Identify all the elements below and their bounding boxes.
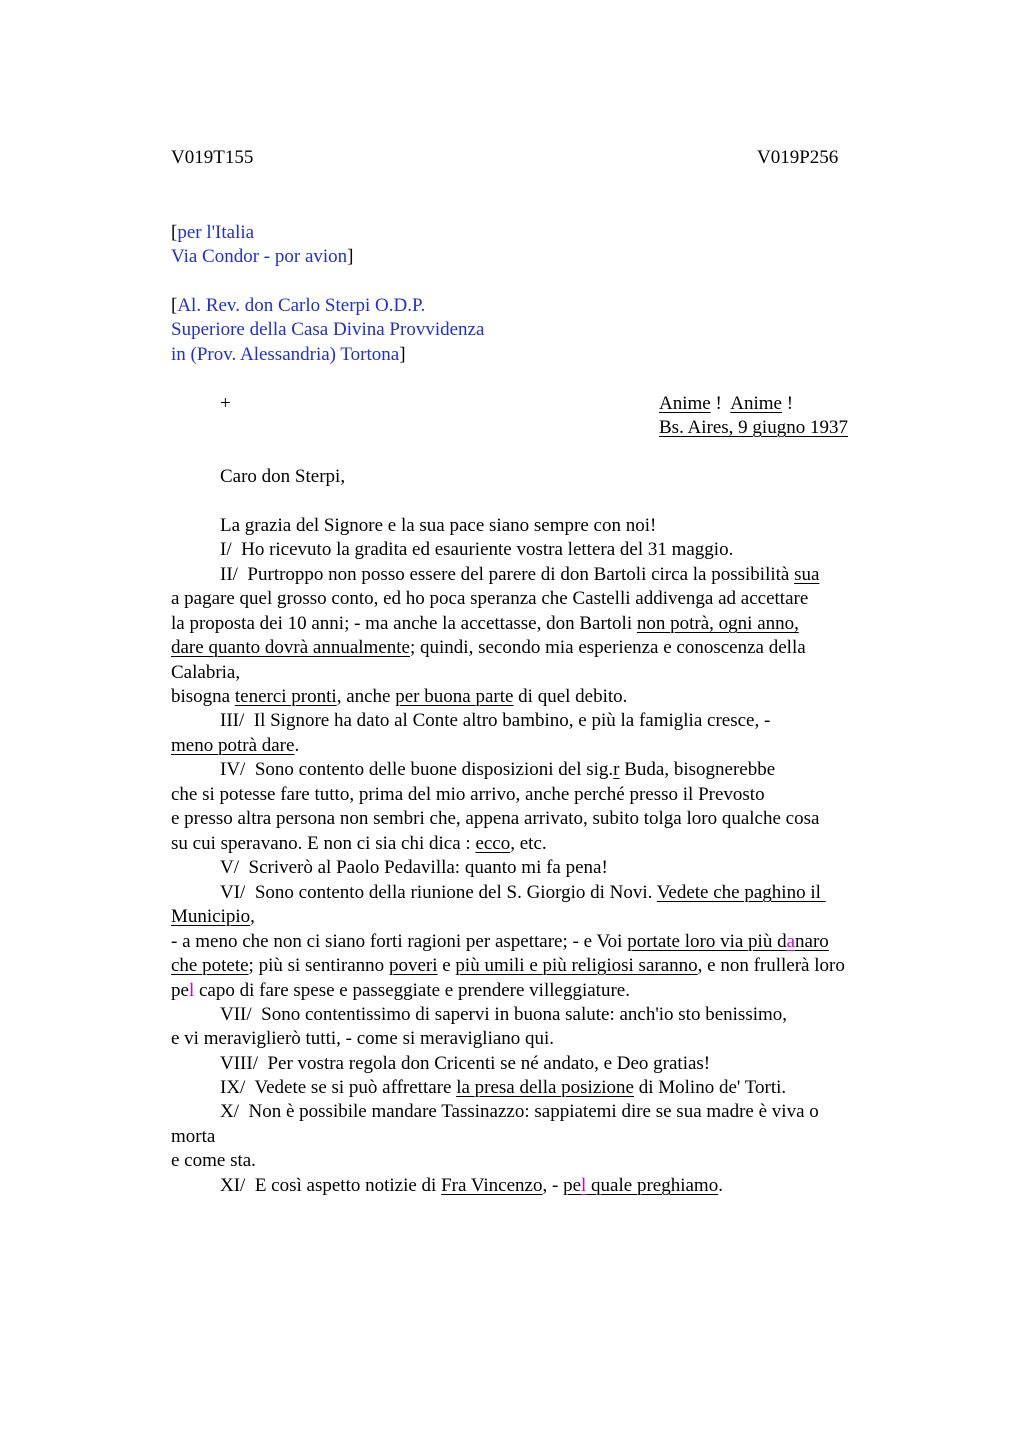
text-run: , etc.	[510, 833, 547, 854]
recipient-line: in (Prov. Alessandria) Tortona]	[171, 344, 406, 365]
underlined-run: portate loro via più d	[627, 931, 787, 952]
paragraph-vii-line: VII/ Sono contentissimo di sapervi in buona salute: anch'io sto benissimo,	[220, 1004, 788, 1025]
paragraph-xi	[220, 1174, 723, 1198]
motto-word: Anime	[730, 393, 782, 414]
correction-mark: a	[786, 931, 796, 952]
text-run: IX/ Vedete se si può affrettare	[220, 1077, 457, 1098]
paragraph-iv-line	[220, 758, 775, 782]
salutation: Caro don Sterpi,	[220, 466, 346, 487]
correction-mark: l	[581, 1175, 587, 1196]
paragraph-vii-line: e vi meraviglierò tutti, - come si meravigliano qui.	[171, 1028, 555, 1049]
text-run: II/ Purtroppo non posso essere del parere di don Bartoli circa la possibilità	[220, 564, 795, 585]
underlined-run: poveri	[388, 955, 438, 976]
text-run: IV/ Sono contento delle buone disposizioni del sig.	[220, 759, 614, 780]
text-run: , e non frullerà loro	[697, 955, 845, 976]
address-text: per l'Italia	[177, 222, 255, 243]
paragraph-vi-line	[171, 979, 630, 1003]
document-code-left: V019T155	[171, 147, 254, 168]
paragraph-vi-line	[171, 930, 829, 954]
underlined-run: la presa della posizione	[456, 1077, 634, 1098]
text-run: bisogna	[171, 686, 235, 707]
cross-symbol: +	[220, 393, 231, 414]
paragraph-iii-line	[171, 734, 299, 758]
text-run: di quel debito.	[513, 686, 628, 707]
address-line: Via Condor - por avion]	[171, 246, 354, 267]
paragraph-ii-line: a pagare quel grosso conto, ed ho poca speranza che Castelli addivenga ad accettare	[171, 588, 809, 609]
paragraph-iv-line	[171, 832, 547, 856]
paragraph-ii-line	[220, 563, 819, 587]
paragraph-ii-line: Calabria,	[171, 662, 241, 683]
text-run: - a meno che non ci siano forti ragioni per aspettare; - e Voi	[171, 931, 628, 952]
text-run: su cui speravano. E non ci sia chi dica :	[171, 833, 476, 854]
recipient-text: in (Prov. Alessandria) Tortona	[171, 344, 400, 365]
paragraph-x-line: X/ Non è possibile mandare Tassinazzo: sappiatemi dire se sua madre è viva o	[220, 1101, 819, 1122]
text-run: VI/ Sono contento della riunione del S. Giorgio di Novi.	[220, 882, 657, 903]
underlined-run: non potrà, ogni anno,	[636, 613, 799, 634]
underlined-run: più umili e più religiosi saranno	[455, 955, 698, 976]
paragraph-iii-line: III/ Il Signore ha dato al Conte altro bambino, e più la famiglia cresce, -	[220, 710, 771, 731]
text-run: , -	[542, 1175, 564, 1196]
paragraph-ix	[220, 1076, 786, 1100]
opening-line: La grazia del Signore e la sua pace siano sempre con noi!	[220, 515, 657, 536]
paragraph-x-line: morta	[171, 1126, 216, 1147]
text-run: .	[718, 1175, 723, 1196]
recipient-line: [Al. Rev. don Carlo Sterpi O.D.P.	[171, 295, 426, 316]
text-run: ,	[250, 906, 255, 927]
paragraph-iv-line: che si potesse fare tutto, prima del mio arrivo, anche perché presso il Prevosto	[171, 784, 765, 805]
underlined-run: Fra Vincenzo	[441, 1175, 543, 1196]
text-run: ; quindi, secondo mia esperienza e conoscenza della	[409, 637, 806, 658]
paragraph-viii: VIII/ Per vostra regola don Cricenti se né andato, e Deo gratias!	[220, 1053, 711, 1074]
paragraph-vi-line	[171, 905, 255, 929]
text-run: ; più si sentiranno	[248, 955, 389, 976]
text-run: di Molino de' Torti.	[633, 1077, 787, 1098]
paragraph-ii-line	[171, 636, 806, 660]
underlined-run: Municipio	[171, 906, 251, 927]
underlined-run: meno potrà dare	[171, 735, 295, 756]
text-run: pe	[171, 980, 189, 1001]
underlined-run: ecco	[475, 833, 511, 854]
text-run: .	[294, 735, 300, 756]
underlined-run: dare quanto dovrà annualmente	[171, 637, 410, 658]
paragraph-ii-line	[171, 685, 627, 709]
text-run: la proposta dei 10 anni; - ma anche la accettasse, don Bartoli	[171, 613, 637, 634]
motto	[659, 392, 793, 416]
paragraph-ii-line	[171, 612, 799, 636]
motto-end: !	[781, 393, 794, 414]
text-run: e	[437, 955, 456, 976]
address-text: Via Condor - por avion	[171, 246, 348, 267]
underlined-run: che potete	[171, 955, 249, 976]
underlined-run: sua	[794, 564, 820, 585]
document-code-right: V019P256	[757, 147, 839, 168]
paragraph-i: I/ Ho ricevuto la gradita ed esauriente vostra lettera del 31 maggio.	[220, 539, 734, 560]
text-run: capo di fare spese e passeggiate e prendere villeggiature.	[194, 980, 630, 1001]
correction-mark: l	[188, 980, 195, 1001]
paragraph-vi-line	[171, 954, 845, 978]
underlined-run: tenerci pronti	[234, 686, 337, 707]
paragraph-v: V/ Scriverò al Paolo Pedavilla: quanto mi fa pena!	[220, 857, 608, 878]
underlined-run: quale preghiamo	[586, 1175, 719, 1196]
text-run: Buda, bisognerebbe	[619, 759, 776, 780]
text-run: XI/ E così aspetto notizie di	[220, 1175, 442, 1196]
underlined-run: per buona parte	[395, 686, 514, 707]
underlined-run: Vedete che paghino il	[656, 882, 826, 903]
paragraph-x-line: e come sta.	[171, 1150, 256, 1171]
address-line: [per l'Italia	[171, 222, 255, 243]
place-date: Bs. Aires, 9 giugno 1937	[659, 417, 848, 438]
underlined-run: r	[613, 759, 620, 780]
motto-sep: !	[710, 393, 731, 414]
text-run: , anche	[336, 686, 396, 707]
underlined-run: naro	[795, 931, 829, 952]
recipient-line: Superiore della Casa Divina Provvidenza	[171, 319, 485, 340]
underlined-run: pe	[563, 1175, 582, 1196]
paragraph-iv-line: e presso altra persona non sembri che, appena arrivato, subito tolga loro qualche cosa	[171, 808, 820, 829]
paragraph-vi-line	[220, 881, 826, 905]
motto-word: Anime	[659, 393, 711, 414]
recipient-text: Al. Rev. don Carlo Sterpi O.D.P.	[177, 295, 426, 316]
